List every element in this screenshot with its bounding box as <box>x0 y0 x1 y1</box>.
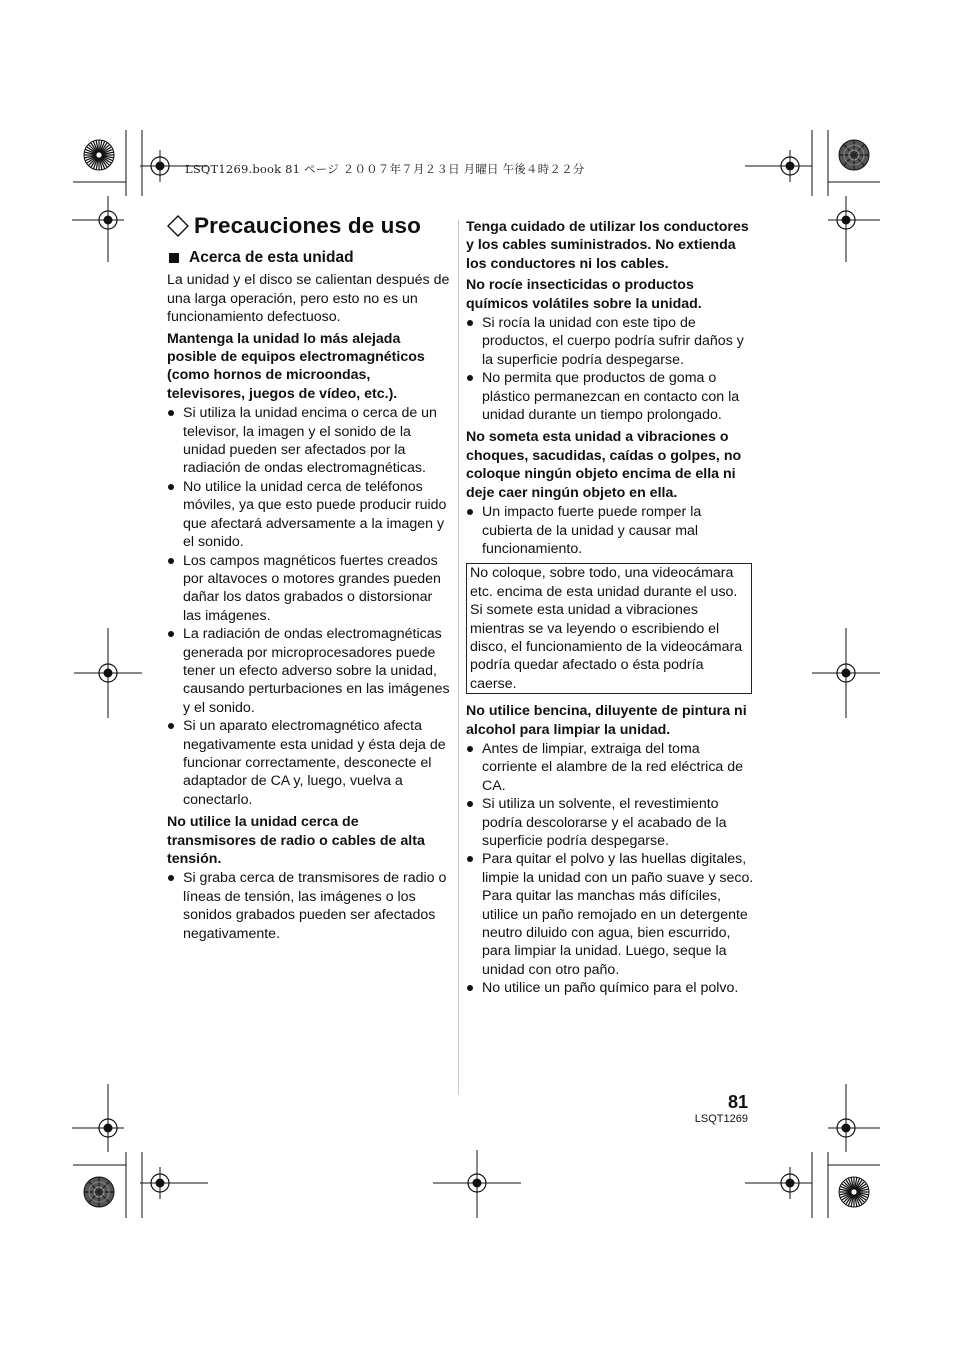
section-heading: Tenga cuidado de utilizar los conductores y los cables suministrados. No extienda los conductores ni los cables. <box>466 219 749 272</box>
section-heading: No utilice la unidad cerca de transmisores de radio o cables de alta tensión. <box>167 814 425 867</box>
bullet-dot-icon <box>467 856 473 862</box>
bullet-list <box>167 869 451 943</box>
section-heading: No someta esta unidad a vibraciones o choques, sacudidas, caídas o golpes, no coloque ningún objeto encima de ella ni deje caer ningún objeto en ella. <box>466 429 742 501</box>
page-title-row <box>167 212 451 238</box>
bullet-dot-icon <box>467 746 473 752</box>
color-wheel-icon <box>84 140 114 170</box>
bullet-dot-icon <box>168 875 174 881</box>
list-item: Si utiliza un solvente, el revestimiento podría descolorarse y el acabado de la superficie podría despegarse. <box>466 795 754 850</box>
list-item: No utilice un paño químico para el polvo. <box>466 979 754 997</box>
list-item: Antes de limpiar, extraiga del toma corriente el alambre de la red eléctrica de CA. <box>466 740 754 795</box>
left-column <box>167 212 451 947</box>
list-item: No permita que productos de goma o plástico permanezcan en contacto con la unidad durante un tiempo prolongado. <box>466 369 754 424</box>
square-bullet-icon <box>169 253 179 263</box>
bullet-dot-icon <box>467 375 473 381</box>
bullet-dot-icon <box>168 484 174 490</box>
print-header: LSQT1269.book 81 ページ ２００７年７月２３日 月曜日 午後４時２２分 <box>185 162 585 176</box>
list-item: No utilice la unidad cerca de teléfonos móviles, ya que esto puede producir ruido que afectará adversamente a la imagen y el sonido. <box>167 478 451 552</box>
list-item: Un impacto fuerte puede romper la cubierta de la unidad y causar mal funcionamiento. <box>466 503 754 558</box>
right-column <box>466 218 754 1002</box>
bullet-dot-icon <box>467 509 473 515</box>
list-item: Si un aparato electromagnético afecta negativamente esta unidad y ésta deja de funcionar correctamente, desconecte el adaptador de CA y, luego, vuelva a conectarlo. <box>167 717 451 809</box>
intro-paragraph: La unidad y el disco se calientan después de una larga operación, pero esto no es un funcionamiento defectuoso. <box>167 272 450 326</box>
bullet-dot-icon <box>168 723 174 729</box>
page-title: Precauciones de uso <box>194 212 421 238</box>
column-divider <box>458 220 459 1095</box>
list-item: Los campos magnéticos fuertes creados por altavoces o motores grandes pueden dañar los datos grabados o distorsionar las imágenes. <box>167 552 451 626</box>
list-item: Si utiliza la unidad encima o cerca de un televisor, la imagen y el sonido de la unidad pueden ser afectados por la radiación de ondas electromagnéticas. <box>167 404 451 478</box>
subheading-text: Acerca de esta unidad <box>189 249 354 266</box>
color-wheel-icon <box>839 140 869 170</box>
bullet-dot-icon <box>467 320 473 326</box>
color-wheel-icon <box>839 1177 869 1207</box>
bullet-dot-icon <box>467 985 473 991</box>
bullet-list <box>466 503 754 558</box>
note-box: No coloque, sobre todo, una videocámara etc. encima de esta unidad durante el uso. Si somete esta unidad a vibraciones mientras se va leyendo o escribiendo el disco, el funcionamiento de la videocámara podría quedar afectado o ésta podría caerse. <box>466 563 752 694</box>
bullet-list <box>466 740 754 998</box>
diamond-outline-icon <box>167 215 189 237</box>
list-item: Si graba cerca de transmisores de radio o líneas de tensión, las imágenes o los sonidos grabados pueden ser afectados negativamente. <box>167 869 451 943</box>
bullet-list <box>466 314 754 424</box>
bullet-dot-icon <box>467 801 473 807</box>
list-item: La radiación de ondas electromagnéticas generada por microprocesadores puede tener un efecto adverso sobre la unidad, causando perturbaciones en las imágenes y el sonido. <box>167 625 451 717</box>
section-heading: No rocíe insecticidas o productos químicos volátiles sobre la unidad. <box>466 277 702 312</box>
bullet-dot-icon <box>168 558 174 564</box>
color-wheel-icon <box>84 1177 114 1207</box>
bullet-list <box>167 404 451 809</box>
list-item: Para quitar el polvo y las huellas digitales, limpie la unidad con un paño suave y seco. Para quitar las manchas más difíciles, utilice un paño remojado en un detergente neutro diluido con agua, bien escurrido, para limpiar la unidad. Luego, seque la unidad con otro paño. <box>466 850 754 979</box>
page-number: 81 <box>727 1092 748 1112</box>
section-subheading <box>167 249 451 267</box>
page-code: LSQT1269 <box>694 1113 748 1125</box>
bullet-dot-icon <box>168 410 174 416</box>
section-heading: No utilice bencina, diluyente de pintura ni alcohol para limpiar la unidad. <box>466 703 747 738</box>
bullet-dot-icon <box>168 631 174 637</box>
section-heading: Mantenga la unidad lo más alejada posible de equipos electromagnéticos (como hornos de microondas, televisores, juegos de vídeo, etc.). <box>167 330 425 402</box>
list-item: Si rocía la unidad con este tipo de productos, el cuerpo podría sufrir daños y la superficie podría despegarse. <box>466 314 754 369</box>
